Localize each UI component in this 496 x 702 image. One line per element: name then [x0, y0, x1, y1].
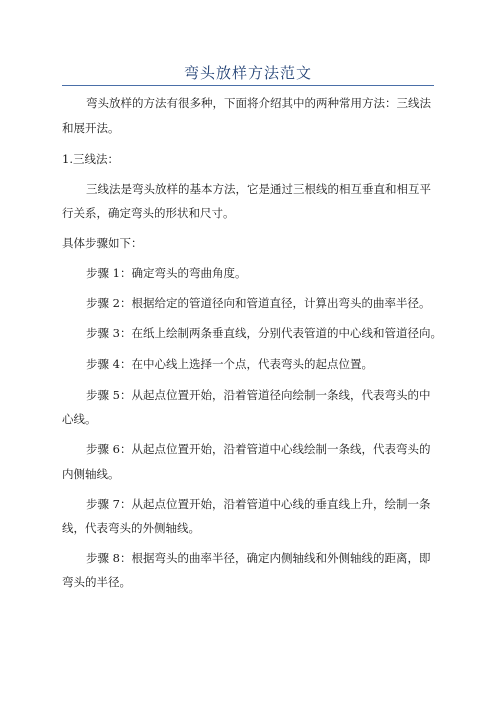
paragraph-line: 行关系，确定弯头的形状和尺寸。	[62, 206, 235, 220]
step-line: 步骤 5：从起点位置开始，沿着管道径向绘制一条线，代表弯头的中	[86, 388, 431, 402]
paragraph-line: 和展开法。	[62, 121, 120, 135]
step-line: 步骤 2：根据给定的管道径向和管道直径，计算出弯头的曲率半径。	[86, 296, 431, 310]
title-underline	[62, 85, 434, 86]
step-line: 内侧轴线。	[62, 467, 120, 481]
paragraph-line: 三线法是弯头放样的基本方法，它是通过三根线的相互垂直和相互平	[86, 182, 431, 196]
step-line: 步骤 3：在纸上绘制两条垂直线，分别代表管道的中心线和管道径向。	[86, 326, 442, 340]
paragraph-line: 弯头放样的方法有很多种，下面将介绍其中的两种常用方法：三线法	[86, 96, 431, 110]
section-heading: 1.三线法：	[62, 152, 119, 166]
step-line: 步骤 6：从起点位置开始，沿着管道中心线绘制一条线，代表弯头的	[86, 442, 431, 456]
step-line: 步骤 1：确定弯头的弯曲角度。	[86, 266, 247, 280]
step-line: 步骤 4：在中心线上选择一个点，代表弯头的起点位置。	[86, 357, 373, 371]
step-line: 线，代表弯头的外侧轴线。	[62, 521, 200, 535]
paragraph-line: 具体步骤如下：	[62, 236, 143, 250]
step-line: 步骤 7：从起点位置开始，沿着管道中心线的垂直线上升，绘制一条	[86, 497, 431, 511]
step-line: 步骤 8：根据弯头的曲率半径，确定内侧轴线和外侧轴线的距离，即	[86, 551, 431, 565]
document-title: 弯头放样方法范文	[183, 64, 312, 82]
step-line: 心线。	[62, 412, 97, 426]
step-line: 弯头的半径。	[62, 575, 131, 589]
